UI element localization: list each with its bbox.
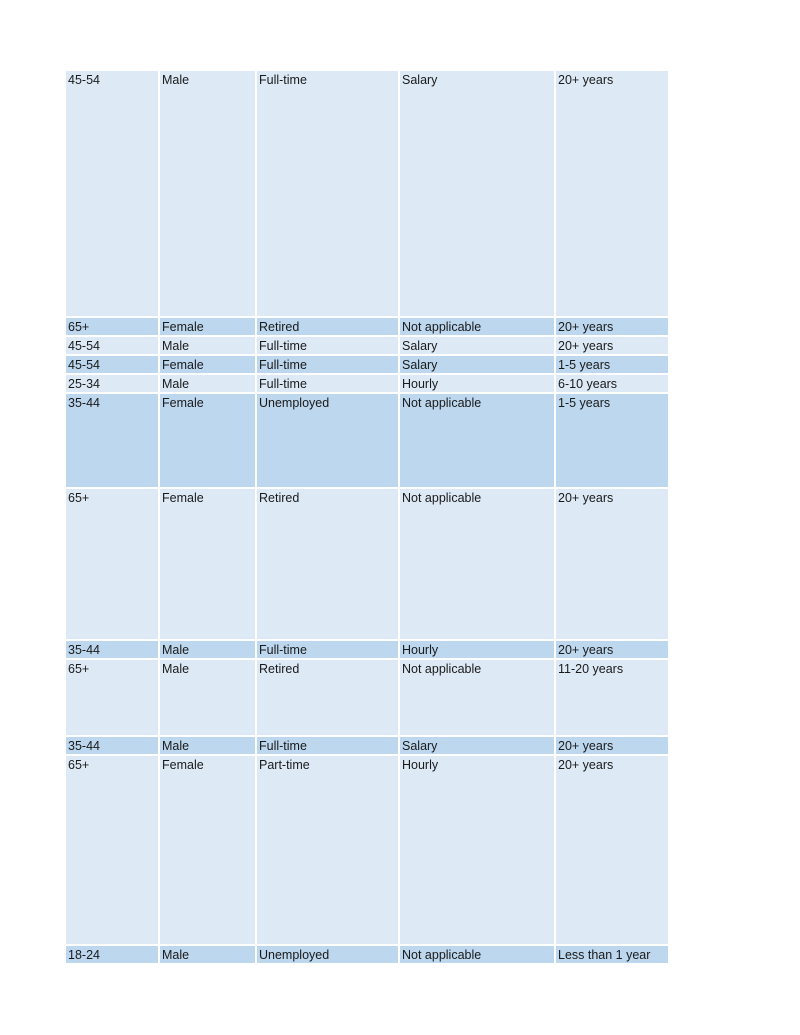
cell-tenure: 20+ years [556, 318, 668, 335]
cell-tenure: 20+ years [556, 641, 668, 658]
cell-employment-status: Part-time [257, 756, 398, 944]
table-row [66, 756, 668, 944]
cell-tenure: 20+ years [556, 337, 668, 354]
data-table [64, 69, 670, 965]
cell-gender: Female [160, 756, 255, 944]
cell-age-group: 35-44 [66, 641, 158, 658]
cell-gender: Female [160, 318, 255, 335]
cell-gender: Male [160, 71, 255, 316]
cell-tenure: 1-5 years [556, 356, 668, 373]
cell-pay-type: Hourly [400, 641, 554, 658]
cell-gender: Male [160, 660, 255, 735]
cell-tenure: 20+ years [556, 71, 668, 316]
cell-tenure: 20+ years [556, 489, 668, 639]
cell-gender: Female [160, 394, 255, 487]
cell-tenure: 20+ years [556, 737, 668, 754]
table-row [66, 318, 668, 335]
table-row [66, 394, 668, 487]
cell-gender: Male [160, 641, 255, 658]
cell-pay-type: Salary [400, 356, 554, 373]
table-row [66, 737, 668, 754]
cell-pay-type: Salary [400, 71, 554, 316]
cell-employment-status: Full-time [257, 71, 398, 316]
cell-age-group: 65+ [66, 318, 158, 335]
cell-pay-type: Salary [400, 337, 554, 354]
cell-tenure: 1-5 years [556, 394, 668, 487]
cell-pay-type: Not applicable [400, 660, 554, 735]
cell-age-group: 35-44 [66, 394, 158, 487]
table-row [66, 375, 668, 392]
cell-tenure: Less than 1 year [556, 946, 668, 963]
cell-employment-status: Full-time [257, 375, 398, 392]
table-row [66, 946, 668, 963]
cell-gender: Male [160, 337, 255, 354]
cell-employment-status: Full-time [257, 641, 398, 658]
cell-gender: Female [160, 489, 255, 639]
cell-age-group: 65+ [66, 756, 158, 944]
cell-pay-type: Not applicable [400, 318, 554, 335]
cell-employment-status: Full-time [257, 737, 398, 754]
table-row [66, 337, 668, 354]
cell-employment-status: Unemployed [257, 394, 398, 487]
cell-tenure: 20+ years [556, 756, 668, 944]
cell-pay-type: Not applicable [400, 946, 554, 963]
table-row [66, 489, 668, 639]
cell-pay-type: Salary [400, 737, 554, 754]
cell-gender: Male [160, 375, 255, 392]
cell-age-group: 35-44 [66, 737, 158, 754]
cell-employment-status: Full-time [257, 356, 398, 373]
cell-age-group: 25-34 [66, 375, 158, 392]
cell-tenure: 11-20 years [556, 660, 668, 735]
cell-age-group: 45-54 [66, 71, 158, 316]
cell-employment-status: Unemployed [257, 946, 398, 963]
cell-pay-type: Hourly [400, 375, 554, 392]
cell-age-group: 65+ [66, 660, 158, 735]
table-row [66, 71, 668, 316]
cell-age-group: 18-24 [66, 946, 158, 963]
cell-employment-status: Full-time [257, 337, 398, 354]
cell-employment-status: Retired [257, 489, 398, 639]
cell-age-group: 45-54 [66, 337, 158, 354]
cell-employment-status: Retired [257, 318, 398, 335]
table-row [66, 660, 668, 735]
cell-gender: Female [160, 356, 255, 373]
table-body [66, 71, 668, 963]
cell-pay-type: Not applicable [400, 394, 554, 487]
table-row [66, 641, 668, 658]
cell-age-group: 45-54 [66, 356, 158, 373]
cell-tenure: 6-10 years [556, 375, 668, 392]
cell-gender: Male [160, 946, 255, 963]
table-row [66, 356, 668, 373]
cell-pay-type: Hourly [400, 756, 554, 944]
cell-employment-status: Retired [257, 660, 398, 735]
cell-age-group: 65+ [66, 489, 158, 639]
cell-gender: Male [160, 737, 255, 754]
cell-pay-type: Not applicable [400, 489, 554, 639]
